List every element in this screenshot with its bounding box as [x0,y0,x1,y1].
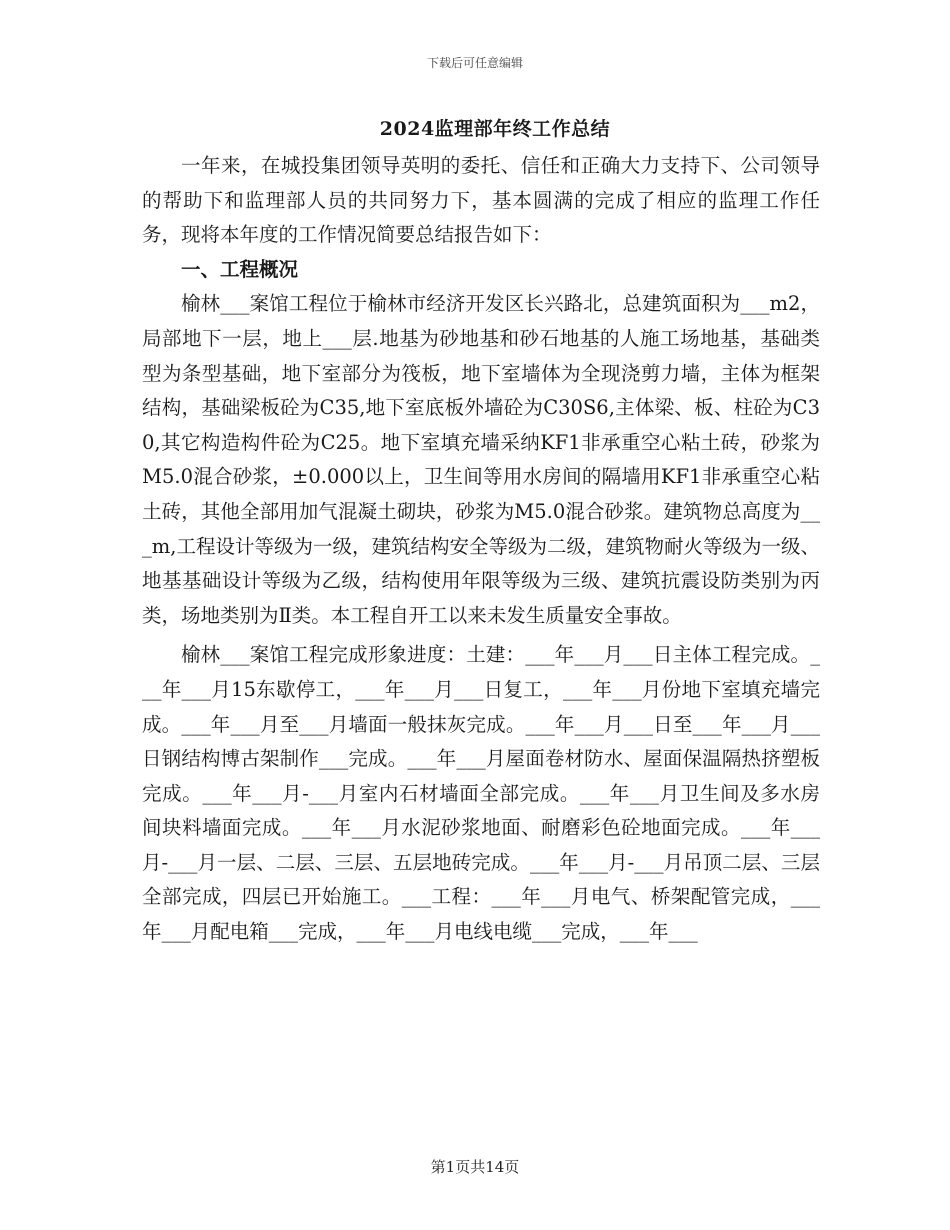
section-heading-project-overview: 一、工程概况 [181,257,299,281]
document-title: 2024监理部年终工作总结 [379,118,611,140]
page-number: 第1页共14页 [430,1158,520,1176]
document-body [142,149,820,950]
progress-paragraph: 榆林___案馆工程完成形象进度：土建：___年___月___日主体工程完成。___年___月15东歇停工，___年___月___日复工，___年___月份地下室填充墙完成。___年___月至___月墙面一般抹灰完成。___年___月___日至___年___月___日钢结构博古架制作___完成。___年___月屋面卷材防水、屋面保温隔热挤塑板完成。___年___月-___月室内石材墙面全部完成。___年___月卫生间及多水房间块料墙面完成。___年___月水泥砂浆地面、耐磨彩色砼地面完成。___年___月-___月一层、二层、三层、五层地砖完成。___年___月-___月吊顶二层、三层全部完成，四层已开始施工。___工程：___年___月电气、桥架配管完成，___年___月配电箱___完成，___年___月电线电缆___完成，___年___ [142,643,820,944]
header-note: 下载后可任意编辑 [426,56,523,70]
intro-paragraph: 一年来，在城投集团领导英明的委托、信任和正确大力支持下、公司领导的帮助下和监理部人员的共同努力下，基本圆满的完成了相应的监理工作任务，现将本年度的工作情况简要总结报告如下： [142,154,820,247]
project-overview-paragraph: 榆林___案馆工程位于榆林市经济开发区长兴路北，总建筑面积为___m2，局部地下一层，地上___层.地基为砂地基和砂石地基的人施工场地基，基础类型为条型基础，地下室部分为筏板，地下室墙体为全现浇剪力墙，主体为框架结构，基础梁板砼为C35,地下室底板外墙砼为C30S6,主体梁、板、柱砼为C30,其它构造构件砼为C25。地下室填充墙采纳KF1非承重空心粘土砖，砂浆为M5.0混合砂浆，±0.000以上，卫生间等用水房间的隔墙用KF1非承重空心粘土砖，其他全部用加气混凝土砌块，砂浆为M5.0混合砂浆。建筑物总高度为___m,工程设计等级为一级，建筑结构安全等级为二级，建筑物耐火等级为一级、地基基础设计等级为乙级，结构使用年限等级为三级、建筑抗震设防类别为丙类，场地类别为Ⅱ类。本工程自开工以来未发生质量安全事故。 [142,292,820,627]
